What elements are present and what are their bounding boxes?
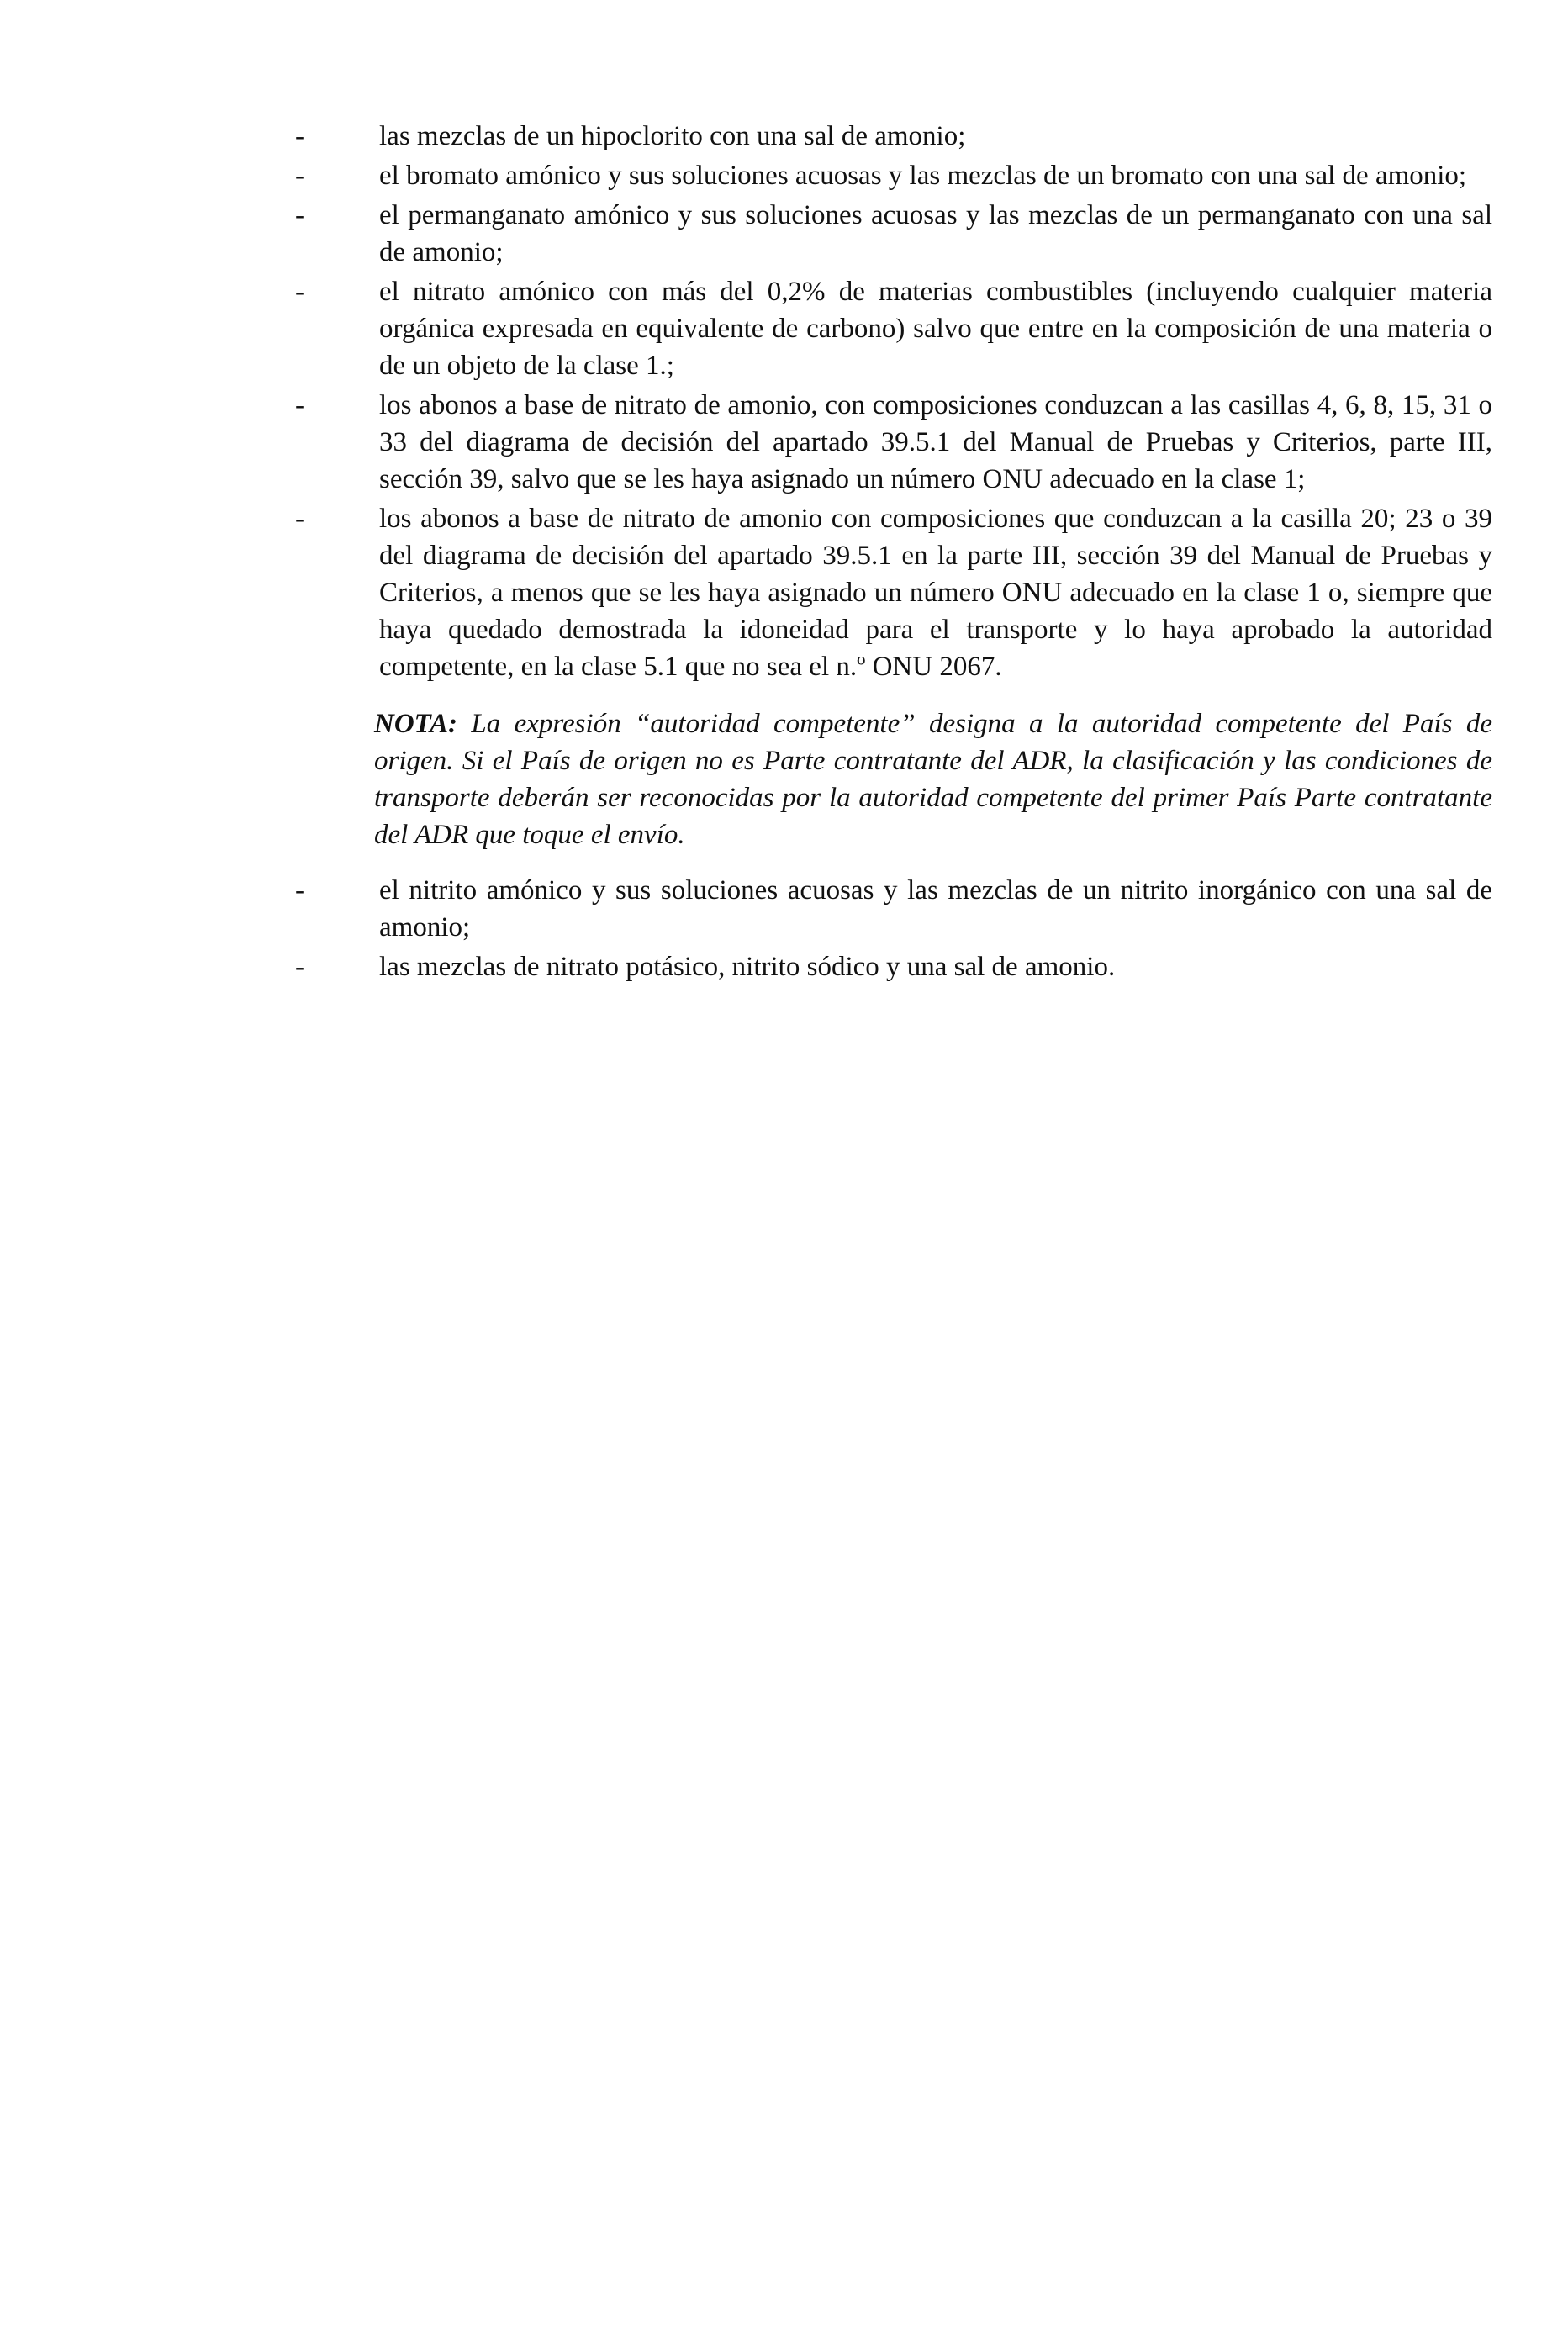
list-dash: -: [295, 277, 304, 307]
list-item: [290, 197, 1492, 271]
list-item-text: el nitrito amónico y sus soluciones acuosas y las mezclas de un nitrito inorgánico con una sal de amonio;: [379, 875, 1492, 943]
list-item-text: las mezclas de un hipoclorito con una sal de amonio;: [379, 121, 966, 151]
list-dash: -: [295, 875, 304, 906]
list-item: [290, 872, 1492, 946]
list-item-text: las mezclas de nitrato potásico, nitrito sódico y una sal de amonio.: [379, 952, 1116, 982]
list-dash: -: [295, 161, 304, 191]
list-item-text: el bromato amónico y sus soluciones acuosas y las mezclas de un bromato con una sal de amonio;: [379, 161, 1467, 191]
list-dash: -: [295, 200, 304, 230]
list-item: [290, 948, 1492, 985]
list-item-text: los abonos a base de nitrato de amonio con composiciones que conduzcan a la casilla 20; 23 o 39 del diagrama de decisión del apartado 39.5.1 en la parte III, sección 39 del Manual de Pruebas y Criterios, a menos que se les haya asignado un número ONU adecuado en la clase 1 o, siempre que haya quedado demostrada la idoneidad para el transporte y lo haya aprobado la autoridad competente, en la clase 5.1 que no sea el n.º ONU 2067.: [379, 504, 1492, 682]
substance-list: [290, 118, 1492, 988]
note-paragraph: [374, 705, 1492, 853]
list-item: [290, 500, 1492, 685]
note-text: La expresión “autoridad competente” designa a la autoridad competente del País de origen. Si el País de origen no es Parte contratante del ADR, la clasificación y las condiciones de transporte deberán ser reconocidas por la autoridad competente del primer País Parte contratante del ADR que toque el envío.: [374, 709, 1493, 850]
list-item: [290, 157, 1492, 194]
list-item-text: el nitrato amónico con más del 0,2% de materias combustibles (incluyendo cualquier materia orgánica expresada en equivalente de carbono) salvo que entre en la composición de una materia o de un objeto de la clase 1.;: [379, 277, 1492, 381]
list-item: [290, 387, 1492, 498]
list-item-text: el permanganato amónico y sus soluciones acuosas y las mezclas de un permanganato con una sal de amonio;: [379, 200, 1492, 267]
list-item-text: los abonos a base de nitrato de amonio, con composiciones conduzcan a las casillas 4, 6, 8, 15, 31 o 33 del diagrama de decisión del apartado 39.5.1 del Manual de Pruebas y Criterios, parte III, sección 39, salvo que se les haya asignado un número ONU adecuado en la clase 1;: [379, 390, 1492, 494]
list-item: [290, 273, 1492, 384]
list-dash: -: [295, 121, 304, 151]
list-dash: -: [295, 390, 304, 420]
list-dash: -: [295, 504, 304, 534]
list-dash: -: [295, 952, 304, 982]
list-item: [290, 118, 1492, 155]
note-label: NOTA:: [374, 709, 457, 739]
